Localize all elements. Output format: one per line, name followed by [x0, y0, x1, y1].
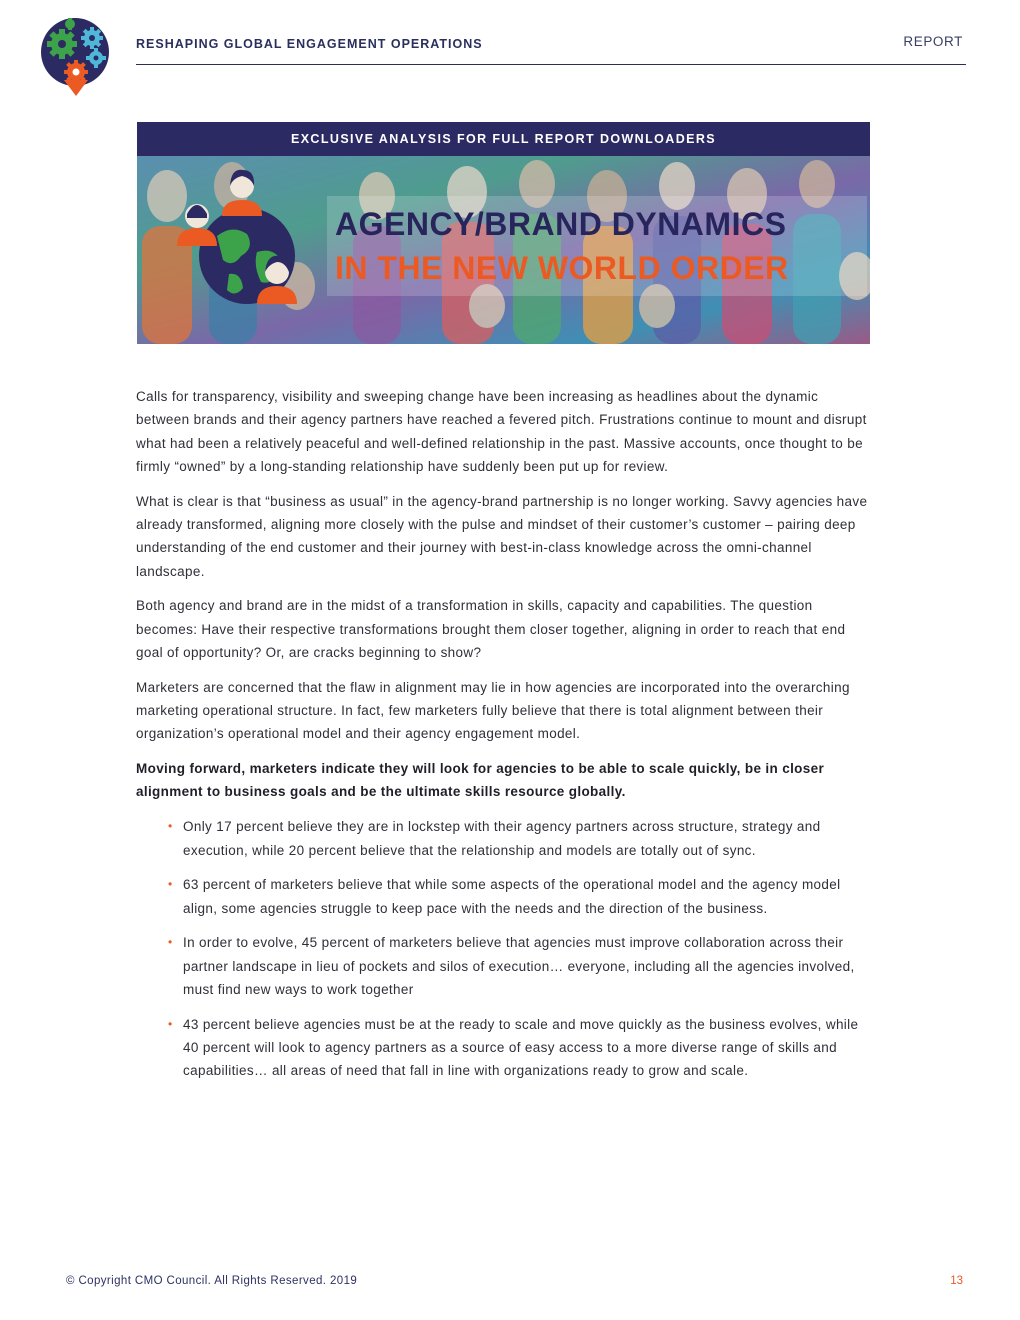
bullet-dot-icon: •: [168, 935, 173, 950]
list-item: [168, 815, 870, 862]
article-body: [136, 385, 870, 1094]
report-title: RESHAPING GLOBAL ENGAGEMENT OPERATIONS: [136, 37, 483, 51]
banner-title-line1: AGENCY/BRAND DYNAMICS: [335, 206, 787, 242]
paragraph: Calls for transparency, visibility and sweeping change have been increasing as headlines about the dynamic between brands and their agency partners have reached a fevered pitch. Frustrations continue to mount and disrupt what had been a relatively peaceful and well-defined relationship in the past. Massive accounts, once thought to be firmly “owned” by a long-standing relationship have suddenly been put up for review.: [136, 389, 867, 474]
gears-logo-icon: [40, 18, 112, 98]
section-label: REPORT: [903, 34, 963, 49]
list-item-text: 63 percent of marketers believe that while some aspects of the operational model and the agency model align, some agencies struggle to keep pace with the needs and the direction of the business.: [183, 877, 841, 916]
paragraph: Both agency and brand are in the midst of a transformation in skills, capacity and capabilities. The question becomes: Have their respective transformations brought them closer together, aligning in order to reach that end goal of opportunity? Or, are cracks beginning to show?: [136, 598, 846, 660]
list-item-text: Only 17 percent believe they are in lockstep with their agency partners across structure, strategy and execution, while 20 percent believe that the relationship and models are totally out of sync.: [183, 819, 821, 858]
bullet-dot-icon: •: [168, 1016, 173, 1031]
paragraph: What is clear is that “business as usual” in the agency-brand partnership is no longer working. Savvy agencies have already transformed, aligning more closely with the pulse and mindset of their customer’s customer – pairing deep understanding of the end customer and their journey with best-in-class knowledge across the omni-channel landscape.: [136, 493, 868, 579]
copyright-notice: © Copyright CMO Council. All Rights Reserved. 2019: [66, 1275, 358, 1287]
list-item: [168, 1013, 870, 1083]
paragraph: Marketers are concerned that the flaw in alignment may lie in how agencies are incorporated into the overarching marketing operational structure. In fact, few marketers fully believe that there is total alignment between their organization’s operational model and their agency engagement model.: [136, 679, 850, 742]
list-item-text: 43 percent believe agencies must be at the ready to scale and move quickly as the business evolves, while 40 percent will look to agency partners as a source of easy access to a more diverse range of skills and capabilities… all areas of need that fall in line with organizations ready to grow and scale.: [183, 1016, 859, 1079]
findings-list: [136, 815, 870, 1082]
list-item: [168, 873, 870, 920]
bullet-dot-icon: •: [168, 877, 173, 892]
key-statement: Moving forward, marketers indicate they will look for agencies to be able to scale quickly, be in closer alignment to business goals and be the ultimate skills resource globally.: [136, 761, 825, 800]
header-divider: [136, 64, 966, 65]
page-number: 13: [950, 1275, 963, 1287]
banner-bar: EXCLUSIVE ANALYSIS FOR FULL REPORT DOWNLOADERS: [137, 122, 870, 156]
bullet-dot-icon: •: [168, 819, 173, 834]
list-item: [168, 931, 870, 1001]
list-item-text: In order to evolve, 45 percent of marketers believe that agencies must improve collaboration across their partner landscape in lieu of pockets and silos of execution… everyone, including all the agencies involved, must find new ways to work together: [183, 935, 855, 998]
feature-banner: [137, 122, 870, 344]
banner-title-line2: IN THE NEW WORLD ORDER: [335, 250, 789, 286]
